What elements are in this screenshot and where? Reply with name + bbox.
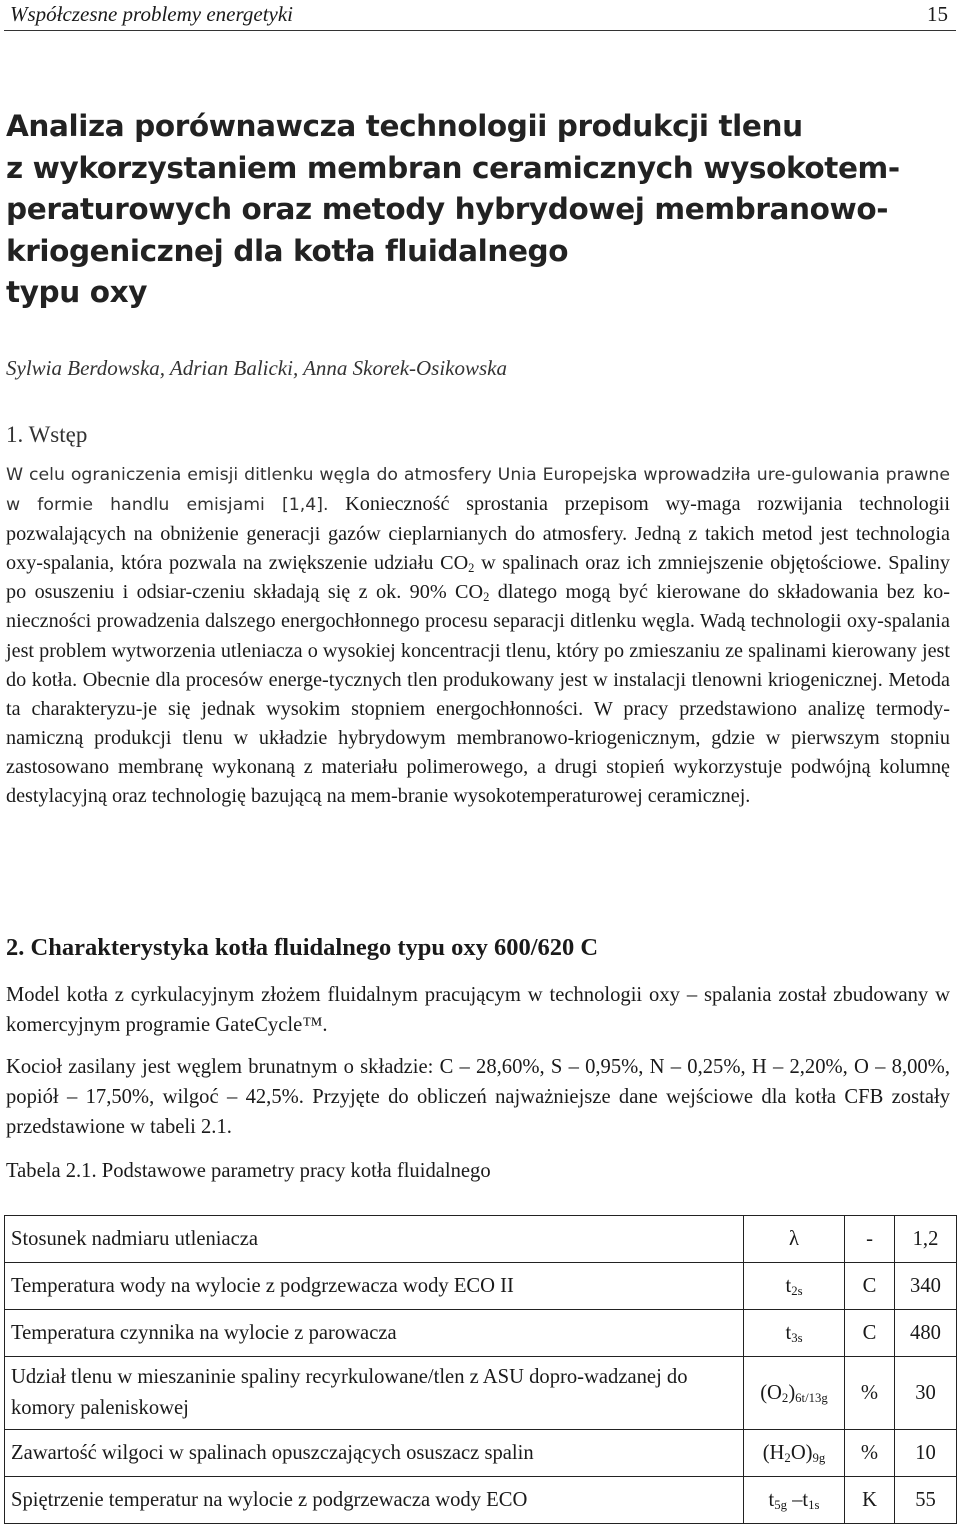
- symbol-subscript: 2s: [791, 1283, 803, 1298]
- param-symbol: [744, 1430, 845, 1477]
- section-heading-intro: 1. Wstęp: [6, 422, 88, 447]
- param-value: 30: [895, 1357, 957, 1430]
- paper-title: [6, 106, 926, 314]
- table-row: [5, 1263, 957, 1310]
- intro-text: dlatego mogą być kierowane do składowania bez ko-nieczności prowadzenia dalszego energochłonnego procesu separacji ditlenku węgla. Wadą technologii oxy-spalania jest problem wytworzenia utleniacza o wysokiej koncentracji tlenu, który po zmieszaniu ze spalinami kierowany jest do kotła. Obecnie dla procesów energe-tycznych tlen produkowany jest w instalacji tlenowni kriogenicznej. Metoda ta charakteryzu-je się jednak wysokim stopniem energochłonności. W pracy przedstawiono analizę termody-namiczną produkcji tlenu w układzie hybrydowym membranowo-kriogenicznym, gdzie w pierwszym stopniu zastosowano membranę wykonaną z materiału polimerowego, a drugi stopień wykorzystuje podwójną kolumnę destylacyjną oraz technologię bazującą na mem-branie wysokotemperaturowej ceramicznej.: [6, 581, 950, 808]
- title-line: z wykorzystaniem membran ceramicznych wysokotem-: [6, 150, 900, 185]
- title-line: Analiza porównawcza technologii produkcji tlenu: [6, 109, 803, 143]
- param-symbol: λ: [744, 1216, 845, 1263]
- title-line: peraturowych oraz metody hybrydowej membranowo-: [6, 192, 889, 226]
- running-header: [4, 0, 956, 31]
- coal-composition-paragraph: Kocioł zasilany jest węglem brunatnym o składzie: C – 28,60%, S – 0,95%, N – 0,25%, H – 2,20%, O – 8,00%, popiół – 17,50%, wilgoć – 42,5%. Przyjęte do obliczeń najważniejsze dane wejściowe dla kotła CFB zostały przedstawione w tabeli 2.1.: [6, 1056, 950, 1138]
- subscript: 2: [483, 590, 490, 605]
- param-value: 1,2: [895, 1216, 957, 1263]
- symbol-subscript: 2: [784, 1450, 791, 1465]
- param-description: Spiętrzenie temperatur na wylocie z podgrzewacza wody ECO: [5, 1477, 744, 1524]
- symbol-part: ): [788, 1381, 796, 1404]
- table-row: [5, 1477, 957, 1524]
- param-value: 480: [895, 1310, 957, 1357]
- boiler-model-paragraph: Model kotła z cyrkulacyjnym złożem fluidalnym pracującym w technologii oxy – spalania został zbudowany w komercyjnym programie GateCycle™.: [6, 984, 950, 1036]
- table-row: [5, 1310, 957, 1357]
- param-symbol: [744, 1357, 845, 1430]
- symbol-main: t: [785, 1321, 792, 1344]
- journal-name: Współczesne problemy energetyki: [10, 2, 294, 26]
- param-value: 55: [895, 1477, 957, 1524]
- param-unit: -: [845, 1216, 895, 1263]
- table-row: [5, 1216, 957, 1263]
- symbol-part: (H: [762, 1441, 785, 1464]
- section-heading-boiler: 2. Charakterystyka kotła fluidalnego typu oxy 600/620 C: [6, 934, 599, 961]
- parameters-table: [4, 1215, 957, 1524]
- param-value: 10: [895, 1430, 957, 1477]
- intro-paragraph: [6, 460, 950, 811]
- table-row: [5, 1430, 957, 1477]
- table-row: [5, 1357, 957, 1430]
- param-unit: C: [845, 1263, 895, 1310]
- param-symbol: [744, 1263, 845, 1310]
- symbol-part: O): [790, 1441, 813, 1464]
- param-description: Udział tlenu w mieszaninie spaliny recyrkulowane/tlen z ASU dopro-wadzanej do komory paleniskowej: [5, 1357, 744, 1430]
- symbol-part: t: [768, 1488, 775, 1511]
- symbol-subscript: 9g: [812, 1450, 826, 1465]
- intro-text: Konieczność sprostania przepisom wy-maga rozwijania technologii pozwalających na obniżenie generacji gazów cieplarnianych do atmosfery. Jedną z takich metod jest technologia oxy-spalania, która pozwala na zwiększenie udziału CO: [6, 493, 950, 575]
- param-unit: %: [845, 1430, 895, 1477]
- intro-text: w spalinach oraz ich zmniejszenie objętościowe. Spaliny po osuszeniu i odsiar-czeniu składają się z ok. 90% CO: [6, 552, 950, 604]
- symbol-subscript: 1s: [808, 1497, 820, 1512]
- table-caption: Tabela 2.1. Podstawowe parametry pracy kotła fluidalnego: [6, 1160, 491, 1182]
- symbol-main: t: [785, 1274, 792, 1297]
- symbol-subscript: 5g: [774, 1497, 787, 1512]
- title-line: kriogenicznej dla kotła fluidalnego: [6, 233, 569, 268]
- param-description: Temperatura wody na wylocie z podgrzewacza wody ECO II: [5, 1263, 744, 1310]
- symbol-part: –t: [786, 1488, 809, 1511]
- param-description: Stosunek nadmiaru utleniacza: [5, 1216, 744, 1263]
- param-unit: K: [845, 1477, 895, 1524]
- param-description: Temperatura czynnika na wylocie z parowacza: [5, 1310, 744, 1357]
- param-unit: %: [845, 1357, 895, 1430]
- param-value: 340: [895, 1263, 957, 1310]
- param-symbol: [744, 1310, 845, 1357]
- intro-sans-text: W celu ograniczenia emisji ditlenku węgla do atmosfery Unia Europejska wprowadziła ure-gulowania prawne w formie handlu emisjami [1,4].: [6, 465, 950, 516]
- authors: Sylwia Berdowska, Adrian Balicki, Anna Skorek-Osikowska: [6, 356, 508, 380]
- symbol-subscript: 6t/13g: [795, 1390, 828, 1405]
- symbol-subscript: 2: [781, 1390, 789, 1405]
- param-description: Zawartość wilgoci w spalinach opuszczających osuszacz spalin: [5, 1430, 744, 1477]
- title-line: typu oxy: [6, 275, 148, 309]
- symbol-part: (O: [760, 1381, 782, 1404]
- param-symbol: [744, 1477, 845, 1524]
- subscript: 2: [468, 561, 475, 576]
- symbol-subscript: 3s: [791, 1330, 803, 1345]
- param-unit: C: [845, 1310, 895, 1357]
- page-number: 15: [927, 2, 948, 26]
